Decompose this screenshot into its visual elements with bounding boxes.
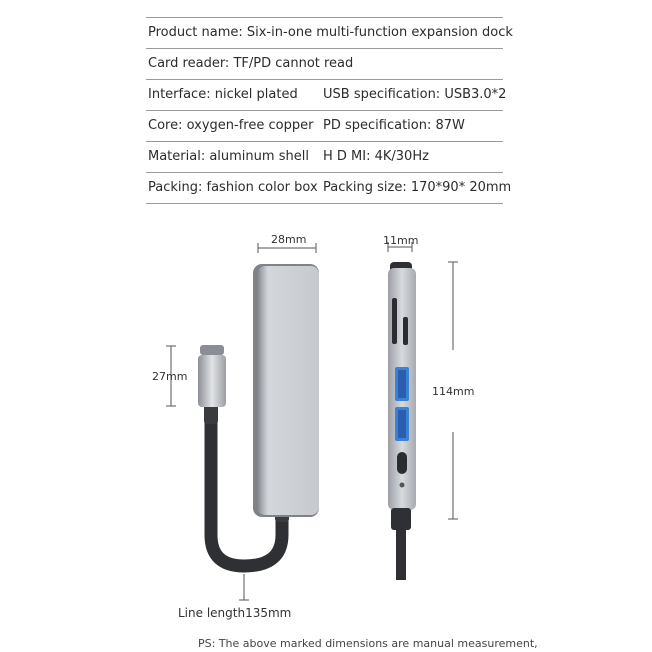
spec-core: Core: oxygen-free copper: [148, 118, 314, 133]
usb-c-port: [397, 452, 407, 474]
spec-material: Material: aluminum shell: [148, 149, 309, 164]
spec-packing: Packing: fashion color box: [148, 180, 318, 195]
spec-packing-size: Packing size: 170*90* 20mm: [323, 180, 512, 195]
spec-card-reader: Card reader: TF/PD cannot read: [148, 56, 354, 71]
line-length-prefix: Line length: [178, 606, 246, 620]
spec-usb: USB specification: USB3.0*2: [323, 87, 507, 102]
hub-body-front: [253, 264, 319, 517]
tf-card-slot: [403, 317, 408, 345]
hub-side-view: [388, 262, 416, 580]
length-label: 114mm: [432, 385, 475, 398]
spec-hdmi: H D MI: 4K/30Hz: [323, 149, 429, 164]
sd-card-slot: [392, 298, 397, 344]
spec-pd: PD specification: 87W: [323, 118, 465, 133]
usb-c-plug: [198, 345, 226, 407]
line-length-label: [178, 606, 291, 620]
line-length-value: 135mm: [245, 606, 292, 620]
plug-height-label: 27mm: [152, 370, 188, 383]
line-length-dimension: [239, 574, 249, 600]
spec-interface: Interface: nickel plated: [148, 87, 298, 102]
spec-product-name: Product name: Six-in-one multi-function expansion dock: [148, 25, 513, 40]
width-label: 28mm: [271, 233, 307, 246]
status-led: [400, 483, 405, 488]
thickness-label: 11mm: [383, 234, 419, 247]
footnote: PS: The above marked dimensions are manual measurement,: [198, 637, 538, 650]
